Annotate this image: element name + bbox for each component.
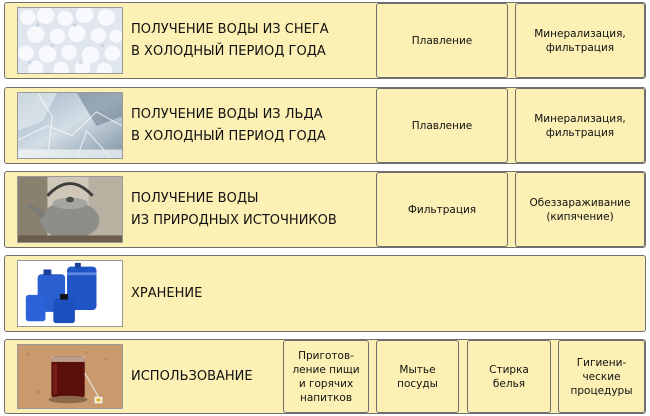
row-title: ХРАНЕНИЕ: [131, 285, 203, 301]
step-dishwashing: Мытье посуды: [376, 340, 459, 413]
row-title: ИСПОЛЬЗОВАНИЕ: [131, 368, 253, 384]
row-usage: [4, 339, 646, 414]
row-ice: [4, 87, 646, 164]
step-disinfection-boiling: Обеззараживание (кипячение): [515, 172, 645, 247]
row-natural-sources: [4, 171, 646, 248]
step-hygiene: Гигиени- ческие процедуры: [558, 340, 645, 413]
step-mineralization-filtration: Минерализация, фильтрация: [515, 3, 645, 78]
snow-photo: [17, 7, 123, 74]
step-mineralization-filtration: Минерализация, фильтрация: [515, 88, 645, 163]
step-cooking: Приготов- ление пищи и горячих напитков: [283, 340, 369, 413]
row-title: ПОЛУЧЕНИЕ ВОДЫ ИЗ ПРИРОДНЫХ ИСТОЧНИКОВ: [131, 190, 337, 228]
row-snow: [4, 2, 646, 79]
water-barrels-photo: [17, 260, 123, 327]
step-melting: Плавление: [376, 3, 508, 78]
ice-photo: [17, 92, 123, 159]
step-melting: Плавление: [376, 88, 508, 163]
row-storage: [4, 255, 646, 332]
kettle-photo: [17, 176, 123, 243]
tea-glass-photo: [17, 344, 123, 409]
row-title: ПОЛУЧЕНИЕ ВОДЫ ИЗ ЛЬДА В ХОЛОДНЫЙ ПЕРИОД ГОДА: [131, 106, 326, 144]
step-laundry: Стирка белья: [467, 340, 551, 413]
row-title: ПОЛУЧЕНИЕ ВОДЫ ИЗ СНЕГА В ХОЛОДНЫЙ ПЕРИОД ГОДА: [131, 21, 329, 59]
step-filtration: Фильтрация: [376, 172, 508, 247]
